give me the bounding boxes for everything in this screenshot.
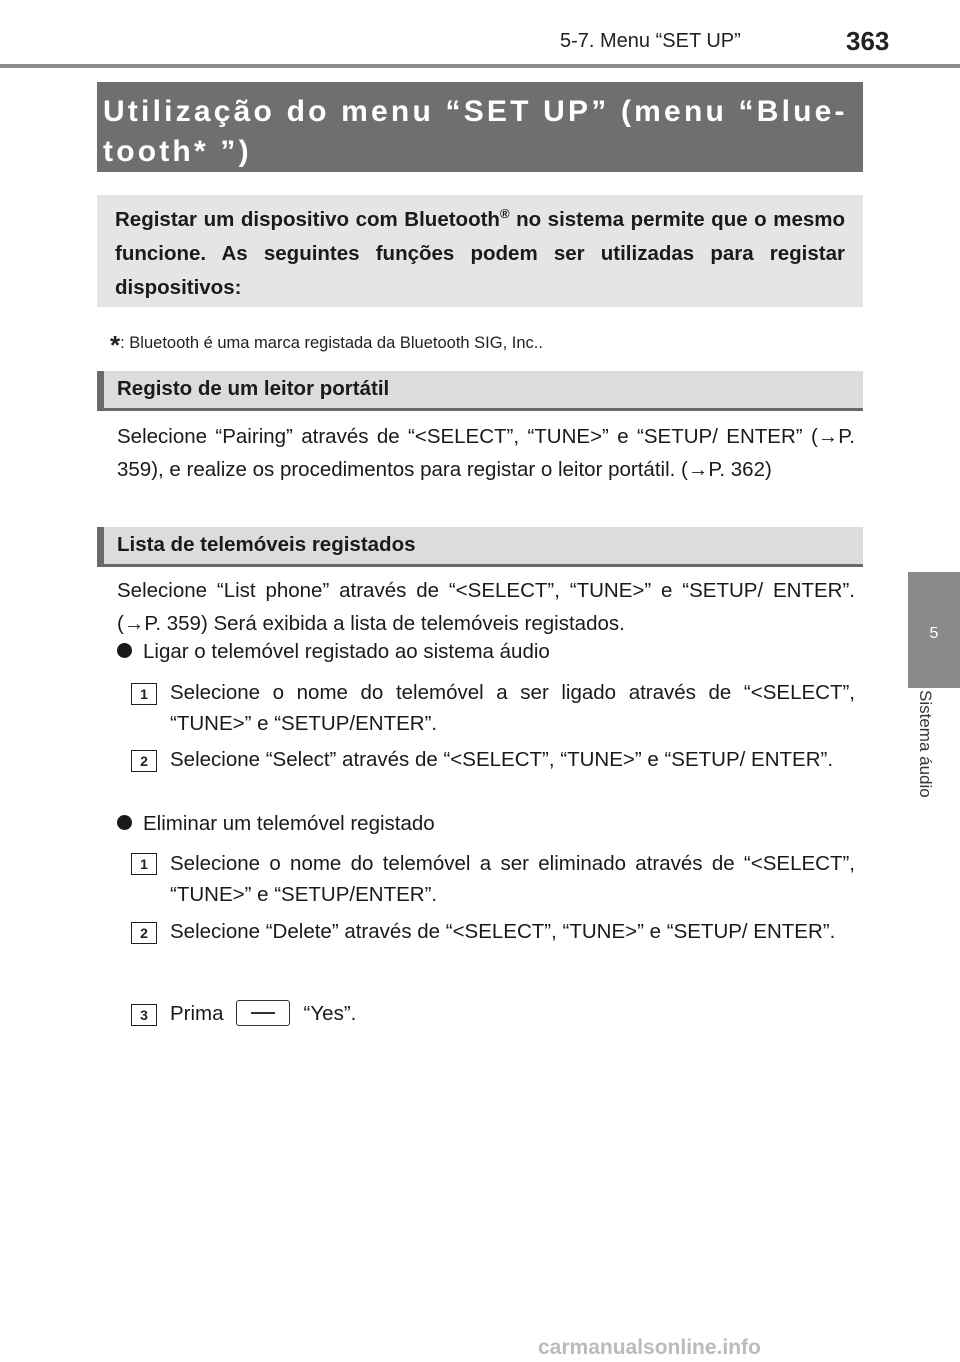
watermark: carmanualsonline.info — [538, 1336, 761, 1359]
step-number: 2 — [131, 922, 157, 944]
intro-text-a: Registar um dispositivo com Bluetooth — [115, 208, 500, 231]
step-text: Selecione “Select” através de “<SELECT”, “TUNE>” e “SETUP/ ENTER”. — [170, 748, 834, 771]
step-text — [170, 998, 855, 1029]
step-text: Selecione “Delete” através de “<SELECT”, “TUNE>” e “SETUP/ ENTER”. — [170, 920, 836, 943]
intro-text-b: no sistema permite que o mesmo funcione. As seguintes funções podem ser utilizadas para registar dispositivos: — [115, 208, 846, 299]
section-text-list-phone: Selecione “List phone” através de “<SELECT”, “TUNE>” e “SETUP/ ENTER”. (→P. 359) Será exibida a lista de telemóveis registados. — [117, 579, 855, 635]
section-heading-pairing: Registo de um leitor portátil — [97, 371, 863, 411]
step-text-after: “Yes”. — [303, 1002, 357, 1025]
bullet-delete — [117, 812, 435, 836]
step-text: Selecione o nome do telemóvel a ser eliminado através de “<SELECT”, “TUNE>” e “SETUP/ENTER”. — [170, 852, 855, 906]
step-number: 1 — [131, 683, 157, 705]
bullet-delete-title: Eliminar um telemóvel registado — [143, 812, 435, 835]
step-number: 3 — [131, 1004, 157, 1026]
header-rule — [0, 64, 960, 68]
step-text-before: Prima — [170, 1002, 224, 1025]
footnote-text: : Bluetooth é uma marca registada da Bluetooth SIG, Inc.. — [120, 334, 543, 352]
intro-box — [97, 195, 863, 307]
bullet-connect-title: Ligar o telemóvel registado ao sistema áudio — [143, 640, 550, 663]
page-number: 363 — [846, 26, 890, 56]
bullet-dot-icon — [117, 643, 132, 658]
section-heading-list-phone: Lista de telemóveis registados — [97, 527, 863, 567]
footnote-marker: * — [110, 330, 121, 360]
section-text-pairing: Selecione “Pairing” através de “<SELECT”, “TUNE>” e “SETUP/ ENTER” (→P. 359), e realize os procedimentos para registar o leitor portátil. (→P. 362) — [117, 425, 855, 481]
step-number: 2 — [131, 750, 157, 772]
side-tab-label: Sistema áudio — [916, 690, 935, 798]
bullet-dot-icon — [117, 815, 132, 830]
step-number: 1 — [131, 853, 157, 875]
registered-mark: ® — [499, 206, 510, 222]
step-text: Selecione o nome do telemóvel a ser ligado através de “<SELECT”, “TUNE>” e “SETUP/ENTER”. — [170, 681, 855, 735]
bullet-connect — [117, 640, 550, 664]
side-tab-number: 5 — [929, 625, 939, 642]
seek-button-icon — [236, 1000, 290, 1026]
page-title: Utilização do menu “SET UP” (menu “Blue-tooth* ”) — [97, 82, 863, 172]
footnote — [110, 330, 543, 361]
section-header: 5-7. Menu “SET UP” — [560, 30, 741, 52]
